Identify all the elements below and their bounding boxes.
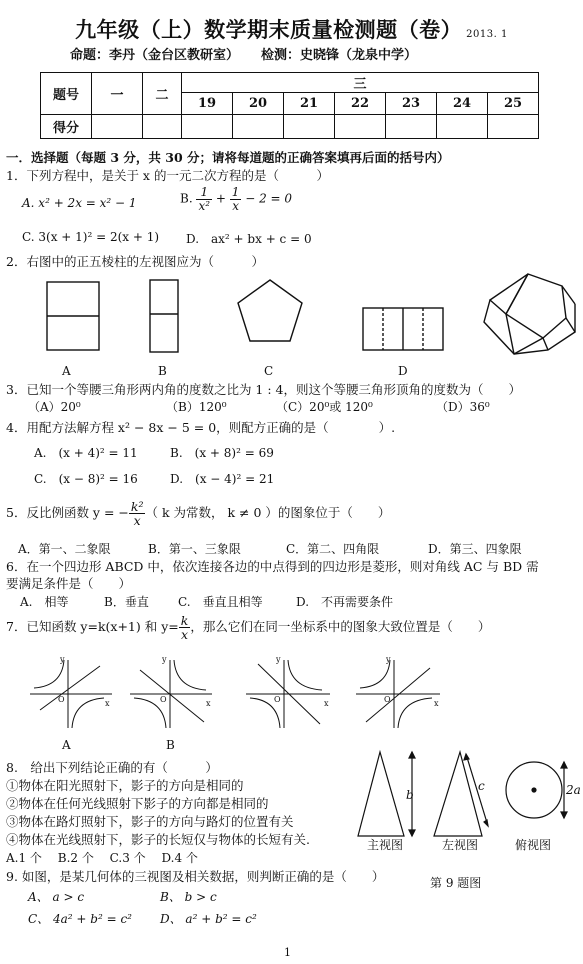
q8-item-1: ①物体在阳光照射下，影子的方向是相同的	[6, 778, 244, 793]
graph-a	[30, 655, 112, 728]
q9-stem: 9. 如图，是某几何体的三视图及相关数据，则判断正确的是（ ）	[6, 869, 385, 884]
q7-label-b: B	[166, 738, 175, 752]
score-sub-col: 20	[233, 93, 284, 115]
plus-sign: +	[215, 191, 226, 206]
q2-label-c: C	[264, 364, 274, 378]
axis-x: x	[434, 699, 439, 708]
score-cell[interactable]	[335, 115, 386, 139]
fraction	[129, 500, 146, 527]
q4-stem: 4．用配方法解方程 x² − 8x − 5 = 0，则配方正确的是（ ）.	[6, 420, 396, 435]
score-cell[interactable]	[386, 115, 437, 139]
score-header-score: 得分	[41, 115, 92, 139]
front-view-triangle	[358, 752, 404, 836]
q6-option-d: D. 不再需要条件	[296, 595, 394, 609]
axis-y: y	[276, 655, 281, 664]
q2-label-d: D	[398, 364, 408, 378]
axis-y: y	[162, 655, 167, 664]
q1-option-a: A. x² + 2x = x² − 1	[22, 196, 137, 210]
q9-option-c: C、 4a² + b² = c²	[28, 912, 132, 926]
q5-option-d: D．第三、四象限	[428, 542, 522, 556]
q9-three-views	[350, 744, 580, 844]
origin: O	[274, 695, 281, 704]
axis-x: x	[105, 699, 110, 708]
score-sub-col: 19	[182, 93, 233, 115]
score-cell[interactable]	[92, 115, 143, 139]
q5-stem	[6, 500, 390, 527]
q9-option-d: D、 a² + b² = c²	[160, 912, 257, 926]
label-b: b	[406, 788, 414, 802]
q8-item-3: ③物体在路灯照射下，影子的方向与路灯的位置有关	[6, 814, 294, 829]
fraction	[196, 186, 212, 212]
graph-d	[356, 655, 440, 728]
checker: 检测：史晓锋（龙泉中学）	[261, 48, 418, 63]
fraction	[179, 614, 191, 641]
q1-option-c: C. 3(x + 1)² = 2(x + 1)	[22, 230, 160, 244]
score-table	[40, 72, 539, 139]
author-line	[70, 44, 439, 63]
pentagonal-prism	[484, 274, 575, 354]
q1-option-b	[180, 186, 292, 212]
q2-label-b: B	[158, 364, 167, 378]
paper-title: 九年级（上）数学期末质量检测题（卷） 2013. 1	[75, 17, 508, 42]
q8-options: A.1 个 B.2 个 C.3 个 D.4 个	[6, 851, 198, 865]
q9-option-b: B、 b > c	[160, 890, 217, 904]
section-heading: 一．选择题（每题 3 分，共 30 分；请将每道题的正确答案填再后面的括号内）	[6, 150, 450, 165]
q2-label-a: A	[62, 364, 71, 378]
page-number: 1	[284, 946, 291, 959]
side-view-triangle	[434, 752, 482, 836]
axis-y: y	[60, 655, 65, 664]
fraction	[230, 186, 242, 212]
score-sub-col: 21	[284, 93, 335, 115]
q5-option-c: C．第二、四角限	[286, 542, 380, 556]
frac-num: 1	[196, 186, 212, 200]
frac-num: k	[180, 613, 189, 628]
q7-stem	[6, 614, 490, 641]
q5-pre: 5．反比例函数 y = −	[6, 505, 129, 521]
score-sub-col: 23	[386, 93, 437, 115]
view-label-top: 俯视图	[515, 838, 552, 852]
q9-option-a: A、 a > c	[28, 890, 85, 904]
q4-option-b: B. (x + 8)² = 69	[170, 446, 274, 460]
view-label-side: 左视图	[442, 838, 479, 852]
score-sub-col: 22	[335, 93, 386, 115]
q3-option-d: （D）36⁰	[436, 400, 490, 414]
q7-post: ，那么它们在同一坐标系中的图象大致位置是（ ）	[190, 619, 491, 635]
q6-option-c: C. 垂直且相等	[178, 595, 263, 609]
q4-option-d: D. (x − 4)² = 21	[170, 472, 275, 486]
score-col-1: 一	[92, 73, 143, 115]
axis-x: x	[206, 699, 211, 708]
q3-stem: 3．已知一个等腰三角形两内角的度数之比为 1 : 4，则这个等腰三角形顶角的度数为（ ）	[6, 382, 521, 397]
score-sub-col: 24	[437, 93, 488, 115]
q3-option-a: （A）20⁰	[28, 400, 81, 414]
q4-option-c: C. (x − 8)² = 16	[34, 472, 138, 486]
graph-b	[130, 655, 212, 728]
q1-b-label: B.	[180, 191, 193, 206]
option-b-shape	[150, 280, 178, 352]
score-sub-col: 25	[488, 93, 539, 115]
score-cell[interactable]	[437, 115, 488, 139]
label-c: c	[478, 779, 485, 793]
frac-den: x	[232, 198, 239, 213]
q1-stem: 1．下列方程中，是关于 x 的一元二次方程的是（ ）	[6, 168, 329, 183]
q7-label-a: A	[62, 738, 71, 752]
frac-den: x²	[198, 198, 211, 213]
label-2a: 2a	[566, 783, 581, 797]
q8-item-2: ②物体在任何光线照射下影子的方向都是相同的	[6, 796, 269, 811]
frac-den: x	[133, 513, 141, 529]
score-cell[interactable]	[488, 115, 539, 139]
score-header-qnum: 题号	[41, 73, 92, 115]
q8-stem: 8. 给出下列结论正确的有（ ）	[6, 760, 218, 775]
score-cell[interactable]	[182, 115, 233, 139]
exam-date: 2013. 1	[466, 29, 508, 40]
origin: O	[384, 695, 391, 704]
axis-x: x	[324, 699, 329, 708]
q1-b-tail: − 2 = 0	[245, 191, 293, 206]
origin: O	[58, 695, 65, 704]
frac-num: k²	[130, 499, 144, 514]
graph-c	[246, 655, 330, 728]
q2-stem: 2．右图中的正五棱柱的左视图应为（ ）	[6, 254, 264, 269]
axis-y: y	[386, 655, 391, 664]
q3-option-c: （C）20⁰或 120⁰	[276, 400, 373, 414]
q7-graphs	[0, 652, 583, 732]
q3-option-b: （B）120⁰	[166, 400, 227, 414]
score-cell[interactable]	[143, 115, 182, 139]
q1-option-d: D. ax² + bx + c = 0	[186, 232, 312, 246]
q6-option-a: A. 相等	[20, 595, 69, 609]
q2-figures	[0, 270, 583, 362]
figure-caption: 第 9 题图	[430, 876, 482, 890]
q5-option-a: A．第一、二象限	[18, 542, 111, 556]
q5-post: （ k 为常数， k ≠ 0 ）的图象位于（ ）	[145, 505, 391, 521]
q6-line2: 要满足条件是（ ）	[6, 576, 132, 591]
q8-item-4: ④物体在光线照射下，影子的长短仅与物体的长短有关.	[6, 832, 310, 847]
score-cell[interactable]	[233, 115, 284, 139]
option-c-pentagon	[238, 280, 302, 341]
q5-option-b: B．第一、三象限	[148, 542, 241, 556]
q6-line1: 6．在一个四边形 ABCD 中，依次连接各边的中点得到的四边形是菱形，则对角线 AC 与 BD 需	[6, 559, 539, 574]
origin: O	[160, 695, 167, 704]
score-cell[interactable]	[284, 115, 335, 139]
q6-option-b: B．垂直	[104, 595, 149, 609]
score-col-2: 二	[143, 73, 182, 115]
author: 命题：李丹（金台区教研室）	[70, 48, 240, 63]
frac-num: 1	[231, 185, 240, 199]
q4-option-a: A. (x + 4)² = 11	[34, 446, 138, 460]
view-label-front: 主视图	[367, 838, 404, 852]
score-col-3: 三	[182, 73, 539, 93]
frac-den: x	[181, 627, 189, 643]
q7-pre: 7．已知函数 y=k(x+1) 和 y=	[6, 619, 179, 635]
